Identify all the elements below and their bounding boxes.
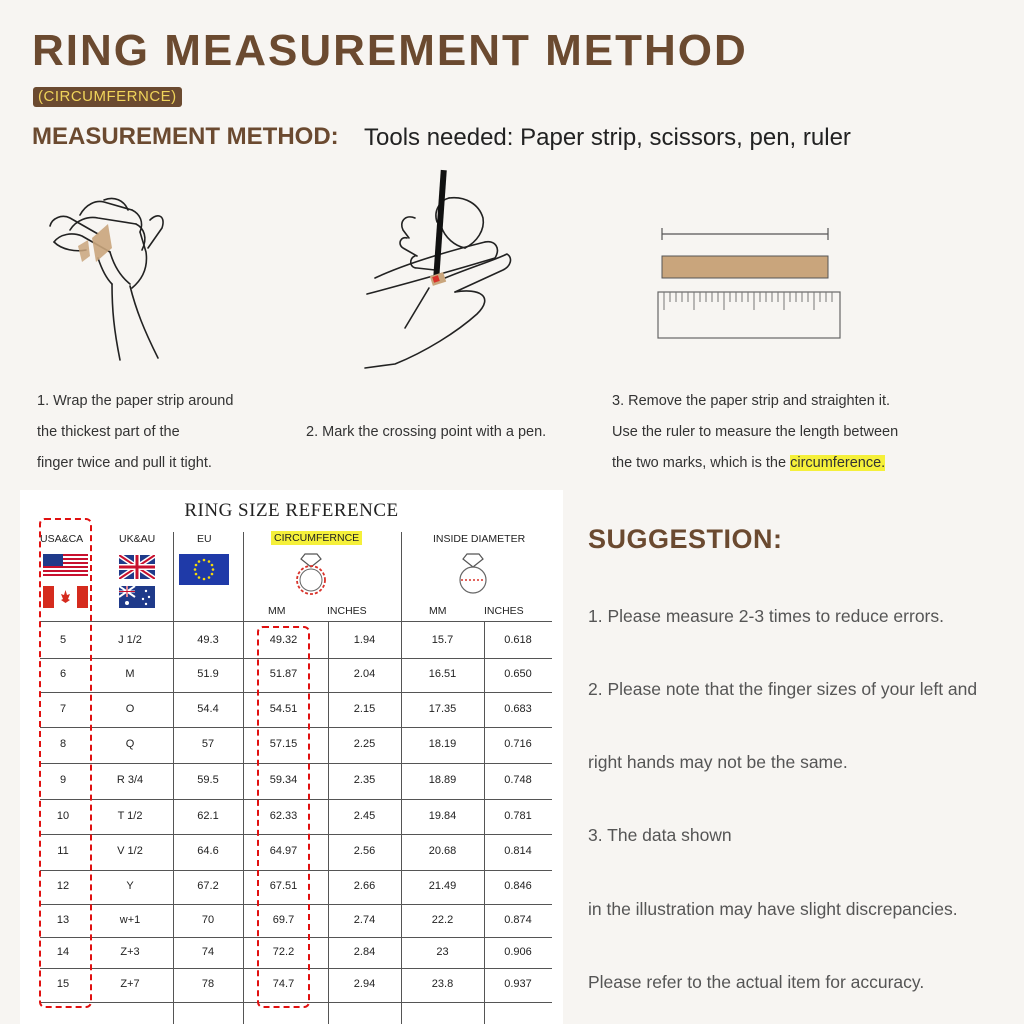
circ-inches-cell: 2.45 — [353, 810, 376, 822]
circ-inches-cell: 2.56 — [353, 845, 376, 857]
circ-mm-cell: 72.2 — [272, 946, 295, 958]
diam-inches-cell: 0.846 — [504, 880, 532, 892]
circ-mm-cell: 51.87 — [269, 668, 298, 680]
usa-column-highlight — [39, 518, 92, 1008]
eu-size-cell: 70 — [201, 914, 215, 926]
eu-size-cell: 49.3 — [197, 634, 219, 646]
eu-size-cell: 74 — [201, 946, 215, 958]
australia-flag-icon — [119, 586, 155, 608]
uk-size-cell: w+1 — [119, 914, 141, 926]
circ-inches-cell: 2.74 — [353, 914, 376, 926]
circ-mm-cell: 62.33 — [269, 810, 298, 822]
eu-size-cell: 59.5 — [197, 774, 219, 786]
eu-size-cell: 51.9 — [197, 668, 219, 680]
circ-mm-cell: 67.51 — [269, 880, 298, 892]
diam-mm-cell: 21.49 — [428, 880, 457, 892]
ruler-icon — [658, 292, 840, 338]
diam-inches-cell: 0.781 — [504, 810, 532, 822]
diam-inches-cell: 0.716 — [504, 738, 532, 750]
diam-inches-cell: 0.683 — [504, 703, 532, 715]
table-title: RING SIZE REFERENCE — [184, 500, 399, 521]
diam-mm-cell: 17.35 — [428, 703, 457, 715]
header-diam-mm: MM — [429, 605, 447, 617]
diam-mm-cell: 23.8 — [431, 978, 454, 990]
eu-size-cell: 64.6 — [197, 845, 219, 857]
eu-size-cell: 67.2 — [197, 880, 219, 892]
eu-flag-icon — [179, 554, 229, 585]
usa-size-cell: 5 — [59, 634, 67, 646]
ruler-illustration — [650, 222, 850, 342]
suggestion-line: Please refer to the actual item for accuracy. — [588, 972, 925, 992]
circumference-column-highlight — [257, 626, 310, 1008]
circ-mm-cell: 69.7 — [272, 914, 295, 926]
hand-wrap-illustration — [40, 180, 180, 370]
step-3-text: 3. Remove the paper strip and straighten it. Use the ruler to measure the length between the two marks, which is the circumference. — [612, 393, 899, 471]
paper-strip-icon — [662, 256, 828, 278]
step-2-text: 2. Mark the crossing point with a pen. — [306, 424, 547, 440]
diam-inches-cell: 0.618 — [504, 634, 532, 646]
circ-mm-cell: 59.34 — [269, 774, 298, 786]
page-title: RING MEASUREMENT METHOD — [32, 26, 748, 75]
pen-icon — [433, 170, 447, 278]
circ-inches-cell: 2.66 — [353, 880, 376, 892]
uk-flag-icon — [119, 555, 155, 579]
header-inside-diameter: INSIDE DIAMETER — [433, 533, 526, 545]
diam-mm-cell: 15.7 — [431, 634, 454, 646]
uk-size-cell: T 1/2 — [117, 810, 143, 822]
usa-size-cell: 6 — [59, 668, 67, 680]
usa-size-cell: 13 — [56, 914, 70, 926]
diam-mm-cell: 23 — [436, 946, 449, 958]
eu-size-cell: 62.1 — [197, 810, 219, 822]
usa-size-cell: 14 — [56, 946, 70, 958]
diam-inches-cell: 0.748 — [504, 774, 532, 786]
usa-size-cell: 11 — [57, 845, 69, 857]
usa-size-cell: 9 — [59, 774, 67, 786]
suggestion-line: 2. Please note that the finger sizes of your left and — [588, 679, 978, 699]
uk-size-cell: Z+3 — [120, 946, 140, 958]
circ-mm-cell: 64.97 — [269, 845, 298, 857]
uk-size-cell: V 1/2 — [117, 845, 143, 857]
hand-pen-illustration — [345, 168, 520, 373]
circ-inches-cell: 2.35 — [353, 774, 376, 786]
diam-mm-cell: 18.19 — [428, 738, 457, 750]
method-label: MEASUREMENT METHOD: — [32, 123, 339, 150]
diam-mm-cell: 16.51 — [428, 668, 457, 680]
eu-size-cell: 57 — [201, 738, 215, 750]
uk-size-cell: Z+7 — [120, 978, 140, 990]
diam-inches-cell: 0.814 — [504, 845, 532, 857]
suggestion-line: in the illustration may have slight discrepancies. — [588, 899, 958, 919]
tools-needed-text: Tools needed: Paper strip, scissors, pen, ruler — [364, 124, 851, 151]
circ-inches-cell: 2.04 — [353, 668, 376, 680]
circ-mm-cell: 54.51 — [269, 703, 298, 715]
usa-size-cell: 15 — [56, 978, 70, 990]
circ-inches-cell: 2.15 — [353, 703, 376, 715]
header-uk-au: UK&AU — [119, 533, 156, 545]
diam-inches-cell: 0.650 — [504, 668, 532, 680]
uk-size-cell: R 3/4 — [116, 774, 144, 786]
subtitle-badge: (CIRCUMFERNCE) — [33, 87, 182, 107]
uk-size-cell: Y — [126, 880, 134, 892]
circ-inches-cell: 2.94 — [353, 978, 376, 990]
suggestion-line: right hands may not be the same. — [588, 752, 848, 772]
diam-mm-cell: 18.89 — [428, 774, 457, 786]
circ-mm-cell: 74.7 — [272, 978, 295, 990]
uk-size-cell: Q — [125, 738, 135, 750]
circ-inches-cell: 2.25 — [353, 738, 376, 750]
paper-strip-icon — [92, 224, 112, 262]
diam-inches-cell: 0.906 — [504, 946, 532, 958]
usa-size-cell: 12 — [56, 880, 70, 892]
diam-inches-cell: 0.874 — [504, 914, 532, 926]
diam-mm-cell: 19.84 — [428, 810, 457, 822]
diam-inches-cell: 0.937 — [504, 978, 532, 990]
ring-diameter-icon — [453, 550, 493, 596]
header-diam-inches: INCHES — [484, 605, 524, 617]
suggestion-line: 3. The data shown — [588, 825, 732, 845]
ring-circumference-icon — [291, 550, 331, 596]
uk-size-cell: M — [125, 668, 135, 680]
header-circumference: CIRCUMFERNCE — [271, 532, 362, 544]
usa-size-cell: 10 — [56, 810, 70, 822]
step-1-text: 1. Wrap the paper strip around the thickest part of the finger twice and pull it tight. — [37, 393, 234, 471]
circumference-highlight: circumference. — [790, 455, 886, 471]
circ-inches-cell: 1.94 — [353, 634, 376, 646]
header-circ-mm: MM — [268, 605, 286, 617]
uk-size-cell: J 1/2 — [118, 634, 142, 646]
suggestion-line: 1. Please measure 2-3 times to reduce errors. — [588, 606, 944, 626]
ring-size-table — [20, 490, 563, 1024]
suggestion-title: SUGGESTION: — [588, 524, 783, 554]
header-usa-ca: USA&CA — [40, 533, 84, 545]
circ-mm-cell: 49.32 — [269, 634, 298, 646]
circ-inches-cell: 2.84 — [353, 946, 376, 958]
diam-mm-cell: 22.2 — [431, 914, 454, 926]
header-circ-inches: INCHES — [327, 605, 367, 617]
eu-size-cell: 78 — [201, 978, 215, 990]
circ-mm-cell: 57.15 — [269, 738, 298, 750]
uk-size-cell: O — [125, 703, 135, 715]
usa-size-cell: 7 — [59, 703, 67, 715]
eu-size-cell: 54.4 — [197, 703, 219, 715]
diam-mm-cell: 20.68 — [428, 845, 457, 857]
usa-size-cell: 8 — [59, 738, 67, 750]
header-eu: EU — [197, 533, 212, 545]
